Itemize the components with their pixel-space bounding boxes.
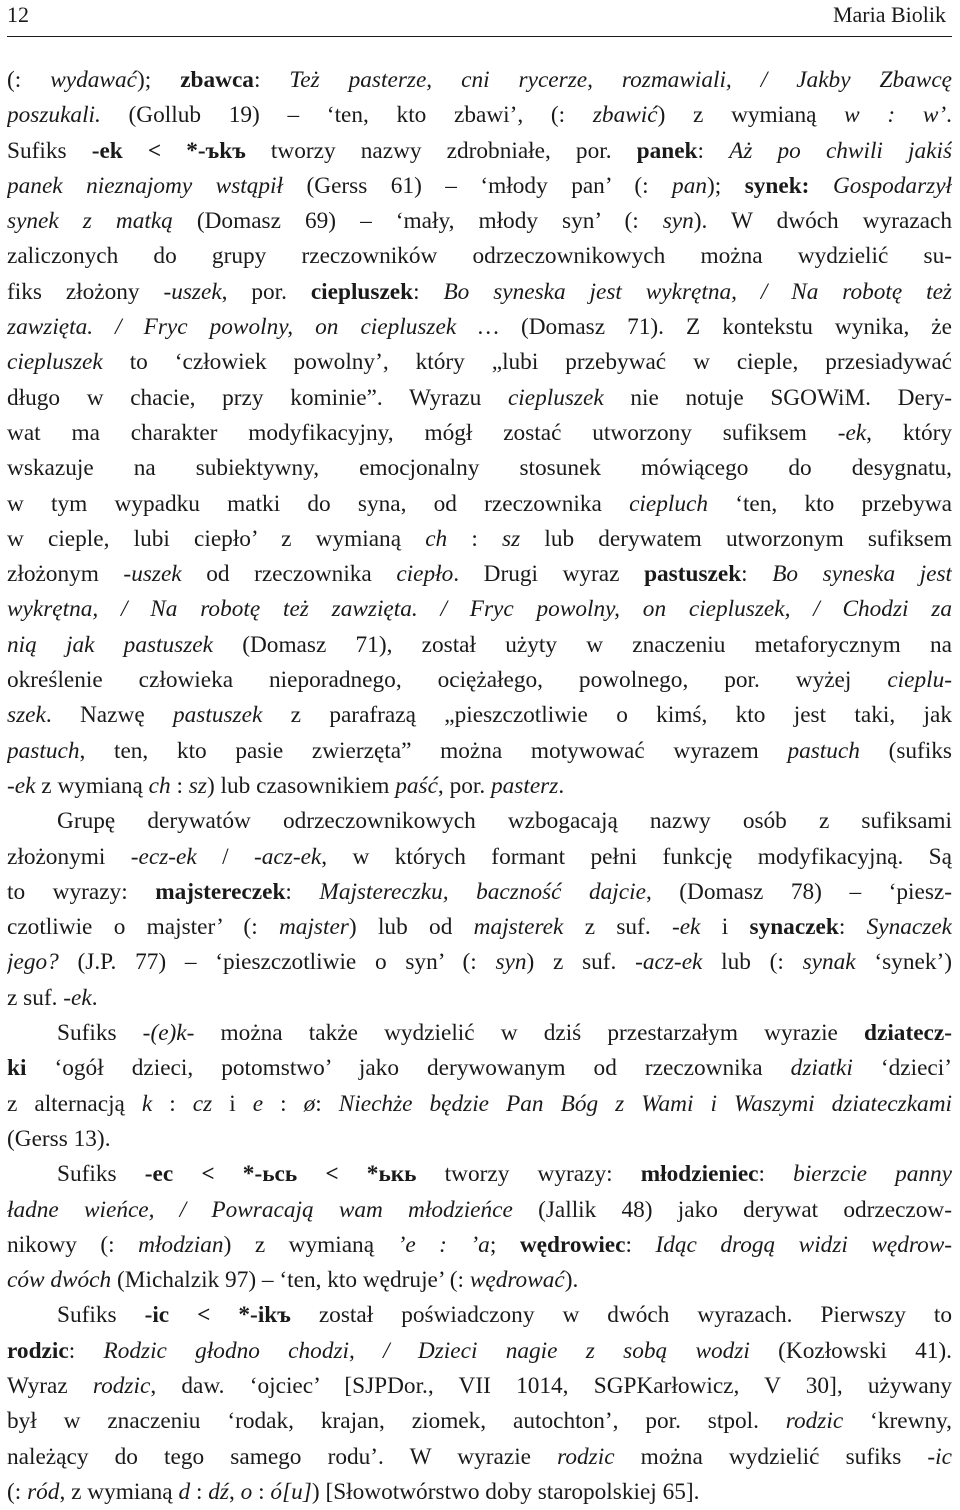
text-line (7, 134, 952, 169)
text-run: : (758, 1161, 794, 1188)
italic-text: ek (71, 984, 92, 1011)
headword: ciepluszek (310, 278, 414, 305)
italic-text: ch (425, 525, 448, 552)
text-run: nikowy (: (7, 1231, 139, 1258)
italic-text: wędrować (469, 1267, 565, 1294)
text-line (7, 1404, 952, 1439)
text-run: fiks złożony - (7, 278, 172, 305)
headword: -ec < *-ьcь < *ькь (144, 1161, 417, 1188)
text-run: (: (7, 67, 51, 93)
italic-text: Bo syneska jest wykrętna, / Na robotę też (443, 278, 952, 305)
italic-text: Gospodarzył (832, 172, 952, 199)
italic-text: cieplu- (887, 667, 952, 694)
text-run: ) [Słowotwórstwo doby staropolskiej 65]. (311, 1478, 700, 1505)
text-run: został poświadczony w dwóch wyrazach. Pierwszy to (290, 1302, 952, 1329)
text-run: ) z suf. - (526, 949, 643, 976)
italic-text: pan (672, 172, 707, 199)
italic-text: d (178, 1478, 191, 1505)
italic-text: e (252, 1090, 264, 1117)
text-run: , w których formant pełni funkcję modyfikacyjną. Są (321, 843, 952, 870)
text-run: z suf. - (563, 914, 680, 941)
text-run: złożonymi - (7, 843, 139, 870)
italic-text: rodzic (557, 1443, 615, 1470)
header-rule (7, 36, 952, 37)
text-run: . Drugi wyraz (453, 561, 645, 588)
italic-text: Też pasterze, cni rycerze, rozmawiali, / Jakby Zbawcę (289, 67, 952, 93)
text-line (7, 1263, 952, 1298)
headword: wędrowiec (519, 1231, 626, 1258)
text-run: (Michalzik 97) – ‘ten, kto wędruje’ (: (111, 1267, 470, 1294)
italic-text: cz (192, 1090, 213, 1117)
italic-text: zawzięta. / Fryc powolny, on ciepluszek … (7, 314, 499, 341)
italic-text: k (141, 1090, 153, 1117)
headword: dziatecz- (864, 1020, 952, 1047)
italic-text: ciepluszek (507, 384, 604, 411)
italic-text: Idąc drogą widzi wędrow- (655, 1231, 952, 1258)
italic-text: ó[u] (270, 1478, 312, 1505)
italic-text: pasterz (491, 772, 559, 799)
italic-text: pastuch (787, 737, 860, 764)
text-run: , (228, 1478, 241, 1505)
text-line (7, 875, 952, 910)
italic-text: paść (395, 772, 438, 799)
italic-text: ród (27, 1478, 60, 1505)
text-line (7, 1016, 952, 1051)
headword: rodzic (7, 1337, 69, 1364)
text-line (7, 840, 952, 875)
italic-text: nią jak pastuszek (7, 631, 213, 658)
text-run: (Domasz 69) – ‘mały, młody syn’ (: (172, 208, 663, 235)
headword: zbawca (180, 67, 254, 93)
italic-text: w : w’ (844, 102, 947, 129)
text-line (7, 416, 952, 451)
text-run: , z wymianą (59, 1478, 179, 1505)
italic-text: Niechże będzie Pan Bóg z Wami i Waszymi dziateczkami (338, 1090, 952, 1117)
italic-text: szek (7, 702, 46, 729)
headword: pastuszek (644, 561, 742, 588)
text-run: (Domasz 71). Z kontekstu wynika, że (498, 314, 952, 341)
text-run: Sufiks (57, 1302, 145, 1329)
italic-text: syn (495, 949, 527, 976)
text-run: w tym wypadku matki do syna, od rzeczownika (7, 490, 630, 517)
text-run: ; (489, 1231, 520, 1258)
text-line (7, 1228, 952, 1263)
text-run: z wymianą (35, 772, 149, 799)
text-line (7, 698, 952, 733)
text-run: : (170, 772, 189, 799)
headword: -ic < *-ikъ (144, 1302, 291, 1329)
text-run: ). W dwóch wyrazach (693, 208, 952, 235)
italic-text: synak (802, 949, 856, 976)
text-line (7, 1193, 952, 1228)
text-run: (Domasz 71), został użyty w znaczeniu metaforycznym na (212, 631, 952, 658)
italic-text: zbawić (592, 102, 658, 129)
italic-text: ładne wieńce, / Powracają wam młodzieńce (7, 1196, 513, 1223)
italic-text: uszek (171, 278, 222, 305)
text-line (7, 663, 952, 698)
text-run: (sufiks (859, 737, 952, 764)
text-line (7, 522, 952, 557)
text-run: : (190, 1478, 209, 1505)
headword: synek: (744, 172, 810, 199)
italic-text: rodzic (92, 1372, 151, 1399)
headword: synaczek (749, 914, 839, 941)
text-line (7, 769, 952, 804)
text-run: , ten, kto pasie zwierzęta” można motywować wyrazem (79, 737, 788, 764)
body-text (7, 63, 952, 1510)
running-head-author: Maria Biolik (832, 2, 946, 27)
italic-text: ciepluszek (7, 349, 103, 376)
page-number: 12 (7, 2, 29, 27)
italic-text: młodzian (138, 1231, 224, 1258)
text-run: (Gerss 13). (7, 1125, 111, 1152)
italic-text: sz (188, 772, 207, 799)
text-run: ‘synek’) (855, 949, 952, 976)
text-line (7, 98, 952, 133)
text-line (7, 1440, 952, 1475)
text-run: : (838, 914, 867, 941)
text-line (7, 381, 952, 416)
text-run: to wyrazy: (7, 878, 156, 905)
italic-text: pastuszek (173, 702, 263, 729)
italic-text: ’e : ’a (397, 1231, 490, 1258)
text-run: z suf. - (7, 984, 72, 1011)
italic-text: Synaczek (866, 914, 952, 941)
text-run: Sufiks (7, 137, 92, 164)
text-run: ‘ogół dzieci, potomstwo’ jako derywowanym od rzeczownika (26, 1055, 791, 1082)
text-run: , por. (221, 278, 311, 305)
text-run: : (252, 1478, 271, 1505)
text-run: tworzy wyrazy: (416, 1161, 641, 1188)
text-run: Wyraz (7, 1372, 93, 1399)
italic-text: ic (935, 1443, 952, 1470)
text-run: (Kozłowski 41). (749, 1337, 952, 1364)
text-line (7, 345, 952, 380)
italic-text: wydawać (50, 67, 137, 93)
italic-text: pastuch (7, 737, 80, 764)
text-run: i (700, 914, 750, 941)
text-run: : (413, 278, 444, 305)
text-run: (: (7, 1478, 28, 1505)
text-line (7, 734, 952, 769)
text-line (7, 945, 952, 980)
text-run: (J.P. 77) – ‘pieszczotliwie o syn’ (: (58, 949, 496, 976)
text-run: w cieple, lubi ciepło’ z wymianą (7, 525, 426, 552)
headword: majstereczek (155, 878, 286, 905)
italic-text: Majstereczku, baczność dajcie (319, 878, 646, 905)
italic-text: Rodzic głodno chodzi, / Dzieci nagie z sobą wodzi (103, 1337, 750, 1364)
text-run: . (91, 984, 98, 1011)
italic-text: ek (14, 772, 36, 799)
italic-text: ecz-ek (138, 843, 197, 870)
text-run: , daw. ‘ojciec’ [SJPDor., VII 1014, SGPKarłowicz, V 30], używany (150, 1372, 952, 1399)
text-line (7, 169, 952, 204)
text-run: Grupę derywatów odrzeczownikowych wzbogacają nazwy osób z sufiksami (57, 808, 952, 835)
italic-text: dziatki (790, 1055, 853, 1082)
headword: młodzieniec (640, 1161, 759, 1188)
text-run: (Gollub 19) – ‘ten, kto zbawi’, (: (100, 102, 593, 129)
italic-text: dź (208, 1478, 229, 1505)
text-run: można wydzielić sufiks - (614, 1443, 936, 1470)
text-run: i (212, 1090, 253, 1117)
text-run: złożonym - (7, 561, 132, 588)
text-run: - można także wydzielić w dziś przestarzałym wyrazie (186, 1020, 865, 1047)
text-run: (Jallik 48) jako derywat odrzeczow- (512, 1196, 952, 1223)
text-run: . (558, 772, 565, 799)
text-run: : (152, 1090, 193, 1117)
italic-text: synek z matką (7, 208, 173, 235)
text-run: ) lub od (348, 914, 474, 941)
text-run: ‘ten, kto przebywa (707, 490, 952, 517)
text-line (7, 628, 952, 663)
italic-text: rodzic (785, 1408, 844, 1435)
text-run: Sufiks - (57, 1020, 151, 1047)
text-run: ). (564, 1267, 579, 1294)
text-run: / - (196, 843, 262, 870)
text-run: : (447, 525, 503, 552)
text-run: : (285, 878, 320, 905)
headword: panek (636, 137, 698, 164)
italic-text: ciepło (396, 561, 454, 588)
text-run: ) z wymianą (657, 102, 845, 129)
page-header (7, 0, 946, 30)
text-run: był w znaczeniu ‘rodak, krajan, ziomek, autochton’, por. stpol. (7, 1408, 786, 1435)
text-run: Sufiks (57, 1161, 145, 1188)
text-line (7, 1122, 952, 1157)
italic-text: Aż po chwili jakiś (729, 137, 952, 164)
italic-text: sz (502, 525, 521, 552)
italic-text: panek nieznajomy wstąpił (7, 172, 284, 199)
italic-text: syn (662, 208, 694, 235)
text-run: ) z wymianą (223, 1231, 398, 1258)
italic-text: wykrętna, / Na robotę też zawzięta. / Fryc powolny, on ciepluszek, / Chodzi za (7, 596, 952, 623)
text-line (7, 275, 952, 310)
text-run: czotliwie o majster’ (: (7, 914, 279, 941)
italic-text: poszukali. (7, 102, 101, 129)
text-run: z alternacją (7, 1090, 142, 1117)
text-run: lub (: (702, 949, 803, 976)
text-run: ‘krewny, (843, 1408, 952, 1435)
text-run: , który (866, 419, 952, 446)
text-line (7, 310, 952, 345)
text-run: : (263, 1090, 304, 1117)
italic-text: (e)k (150, 1020, 187, 1047)
italic-text: majster (278, 914, 349, 941)
text-line (7, 239, 952, 274)
italic-text: uszek (131, 561, 182, 588)
text-run: to ‘człowiek powolny’, który „lubi przebywać w cieple, przesiadywać (102, 349, 952, 376)
text-line (7, 204, 952, 239)
text-run: : (315, 1090, 339, 1117)
text-line (7, 981, 952, 1016)
text-run: wskazuje na subiektywny, emocjonalny stosunek mówiącego do desygnatu, (7, 455, 952, 482)
text-run: . Nazwę (45, 702, 173, 729)
italic-text: majsterek (473, 914, 564, 941)
text-line (7, 1298, 952, 1333)
italic-text: ø (303, 1090, 316, 1117)
text-run: (Gerss 61) – ‘młody pan’ (: (283, 172, 673, 199)
italic-text: acz-ek (642, 949, 703, 976)
text-line (7, 1334, 952, 1369)
text-line (7, 804, 952, 839)
italic-text: jego? (7, 949, 59, 976)
text-run: ) lub czasownikiem (206, 772, 396, 799)
text-run: tworzy nazwy zdrobniałe, por. (245, 137, 637, 164)
text-run: od rzeczownika (181, 561, 397, 588)
text-run: ); (136, 67, 181, 93)
text-run: : (741, 561, 773, 588)
italic-text: ców dwóch (7, 1267, 112, 1294)
text-run: długo w chacie, przy kominie”. Wyrazu (7, 384, 508, 411)
text-line (7, 557, 952, 592)
text-run: , por. (437, 772, 491, 799)
italic-text: bierzcie panny (793, 1161, 952, 1188)
text-line (7, 1087, 952, 1122)
text-line (7, 63, 952, 98)
text-run: : (253, 67, 290, 93)
text-line (7, 487, 952, 522)
text-run: określenie człowieka nieporadnego, ociężałego, powolnego, por. wyżej (7, 667, 888, 694)
text-run: ‘dzieci’ (852, 1055, 952, 1082)
text-line (7, 910, 952, 945)
text-run: : (68, 1337, 104, 1364)
italic-text: ek (845, 419, 867, 446)
text-run: z parafrazą „pieszczotliwie o kimś, kto jest taki, jak (262, 702, 952, 729)
headword: ki (7, 1055, 27, 1082)
italic-text: Bo syneska jest (772, 561, 952, 588)
italic-text: acz-ek (261, 843, 322, 870)
text-run: . (946, 102, 952, 129)
text-line (7, 592, 952, 627)
text-run: , (Domasz 78) – ‘piesz- (645, 878, 952, 905)
text-run: ); (707, 172, 745, 199)
text-line (7, 1369, 952, 1404)
italic-text: ch (148, 772, 171, 799)
text-run: zaliczonych do grupy rzeczowników odrzeczownikowych można wydzielić su- (7, 243, 952, 270)
text-run: należący do tego samego rodu’. W wyrazie (7, 1443, 558, 1470)
text-run: - (7, 772, 15, 799)
text-run: : (697, 137, 730, 164)
text-line (7, 1157, 952, 1192)
text-run: lub derywatem utworzonym sufiksem (520, 525, 952, 552)
text-run (809, 173, 832, 199)
text-run: wat ma charakter modyfikacyjny, mógł zostać utworzony sufiksem - (7, 419, 846, 446)
text-line (7, 451, 952, 486)
text-line (7, 1051, 952, 1086)
text-run: : (625, 1231, 656, 1258)
italic-text: ciepluch (629, 490, 708, 517)
italic-text: ek (679, 914, 701, 941)
italic-text: o (240, 1478, 253, 1505)
text-run: nie notuje SGOWiM. Dery- (603, 384, 952, 411)
headword: -ek < *-ъkъ (91, 137, 246, 164)
